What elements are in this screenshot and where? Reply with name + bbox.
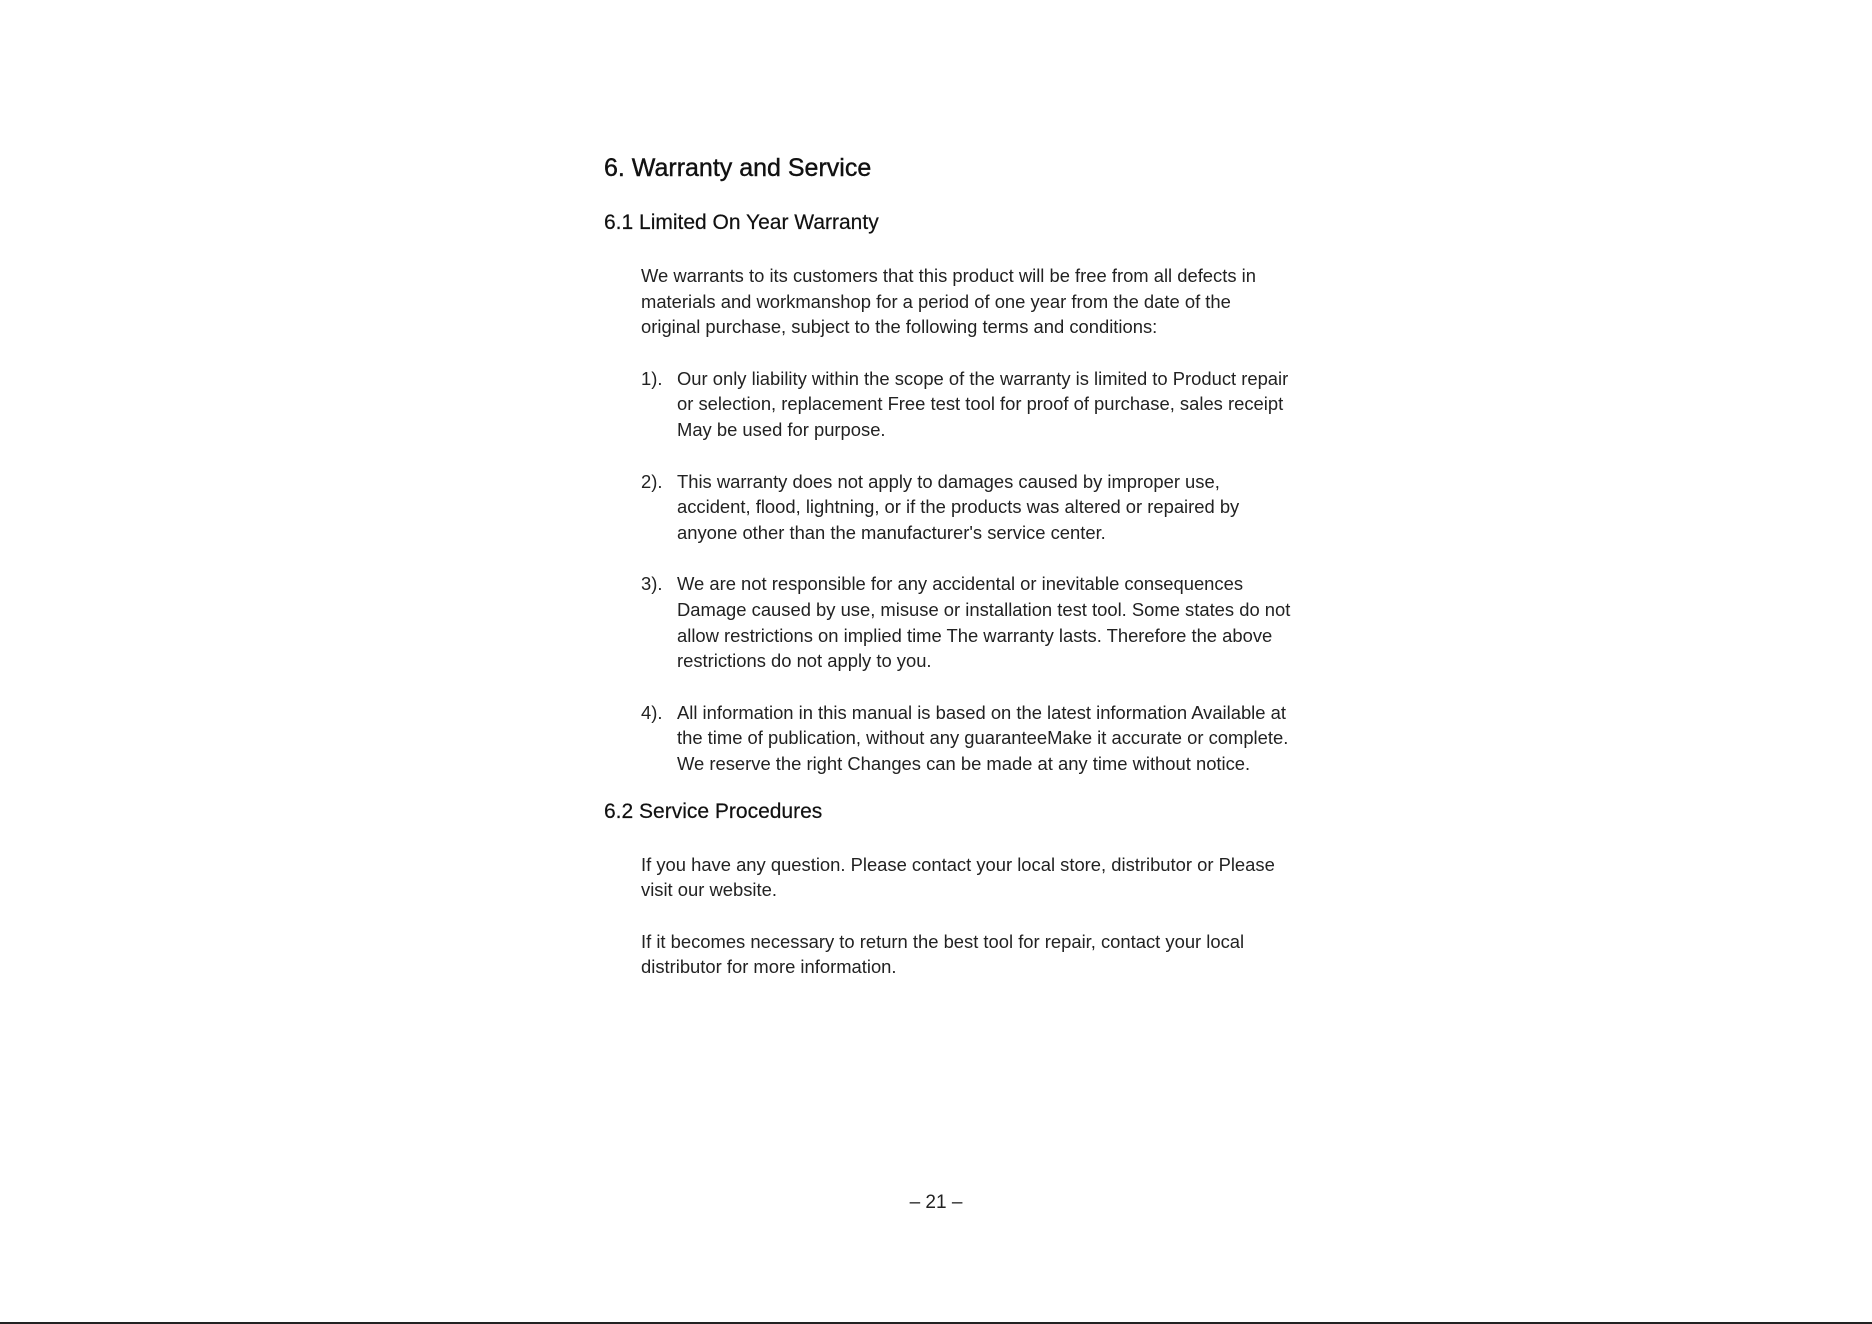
term-text: All information in this manual is based on the latest information Available at the time of publication, without any guaranteeMake it accurate or complete. We reserve the right Changes can be made at any time without notice.	[677, 701, 1289, 774]
term-number: 1).	[641, 367, 663, 389]
service-paragraph-return: If it becomes necessary to return the best tool for repair, contact your local distributor for more information.	[641, 930, 1245, 978]
term-number: 4).	[641, 701, 663, 723]
warranty-term-1	[604, 366, 1291, 443]
warranty-term-3	[604, 571, 1291, 673]
section-title-warranty: 6.1 Limited On Year Warranty	[604, 211, 879, 234]
warranty-term-4	[604, 700, 1291, 777]
page-number: – 21 –	[909, 1192, 963, 1213]
service-paragraph-contact: If you have any question. Please contact your local store, distributor or Please visit our website.	[641, 853, 1275, 901]
warranty-intro: We warrants to its customers that this product will be free from all defects in materials and workmanshop for a period of one year from the date of the original purchase, subject to the following terms and conditions:	[641, 265, 1256, 338]
page-content	[604, 148, 1291, 980]
term-text: We are not responsible for any accidental or inevitable consequences Damage caused by use, misuse or installation test tool. Some states do not allow restrictions on implied time The warranty lasts. Therefore the above restrictions do not apply to you.	[677, 573, 1291, 672]
section-title-service: 6.2 Service Procedures	[604, 799, 823, 823]
term-number: 3).	[641, 573, 663, 595]
warranty-term-2	[604, 469, 1291, 546]
term-text: Our only liability within the scope of the warranty is limited to Product repair or selection, replacement Free test tool for proof of purchase, sales receipt May be used for purpose.	[677, 367, 1289, 440]
term-text: This warranty does not apply to damages caused by improper use, accident, flood, lightning, or if the products was altered or repaired by anyone other than the manufacturer's service center.	[677, 470, 1240, 543]
page-heading: 6. Warranty and Service	[604, 154, 872, 182]
term-number: 2).	[641, 470, 663, 492]
